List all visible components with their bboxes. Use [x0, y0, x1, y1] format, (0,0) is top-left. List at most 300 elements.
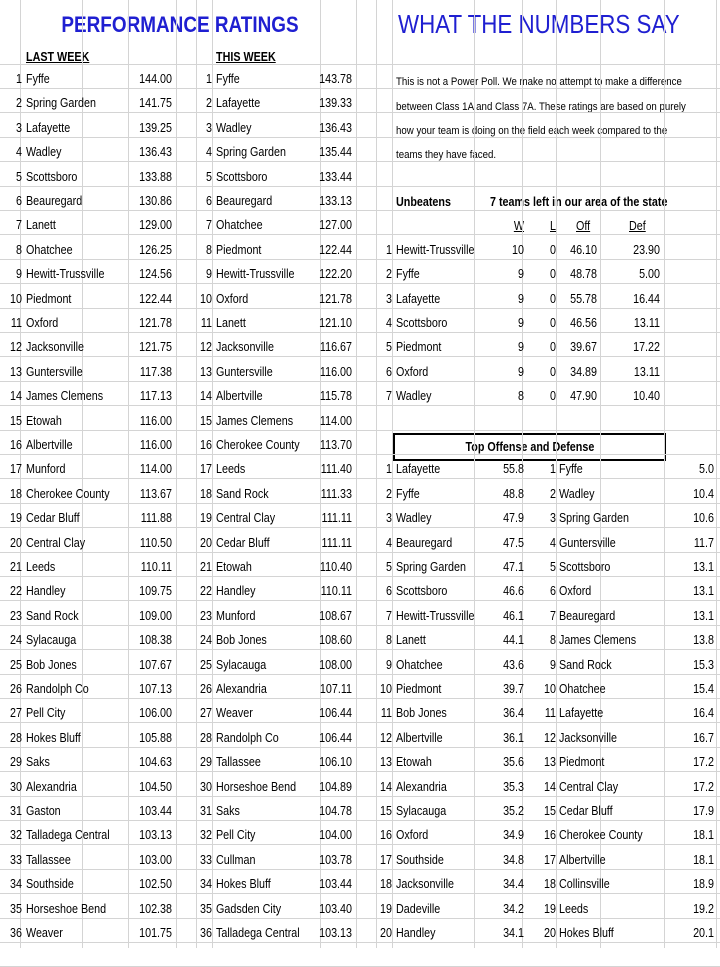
last-week-team: Guntersville	[26, 364, 83, 379]
last-week-rating: 144.00	[139, 72, 172, 86]
last-week-team: Cherokee County	[26, 486, 110, 501]
top-offense-team: Piedmont	[396, 682, 442, 696]
top-offense-rank: 1	[386, 462, 392, 477]
this-week-rating: 122.44	[319, 242, 352, 257]
this-week-rating: 111.40	[320, 462, 352, 477]
last-week-rank: 36	[10, 926, 22, 940]
this-week-rating: 143.78	[319, 72, 352, 86]
this-week-rank: 32	[200, 828, 212, 843]
grid-row-line	[0, 625, 720, 626]
this-week-rank: 4	[206, 145, 212, 160]
this-week-team: Fyffe	[216, 72, 240, 86]
unbeaten-rank: 6	[386, 364, 392, 379]
this-week-rank: 15	[200, 413, 212, 428]
last-week-rank: 33	[10, 852, 22, 867]
top-offense-team: Alexandria	[396, 779, 447, 794]
top-defense-rank: 13	[544, 755, 556, 770]
top-defense-rank: 10	[544, 682, 556, 696]
last-week-rank: 12	[10, 340, 22, 355]
top-offense-value: 34.9	[503, 828, 524, 843]
top-defense-rank: 18	[544, 877, 556, 892]
unbeaten-losses: 0	[550, 267, 556, 282]
last-week-rating: 122.44	[139, 291, 172, 306]
last-week-rating: 103.44	[139, 804, 172, 818]
this-week-rating: 104.00	[319, 828, 352, 843]
last-week-team: Cedar Bluff	[26, 511, 80, 526]
grid-row-line	[0, 869, 720, 870]
top-offense-team: Dadeville	[396, 901, 441, 916]
this-week-rank: 16	[200, 438, 212, 452]
last-week-rating: 110.50	[139, 535, 172, 550]
this-week-rank: 5	[206, 169, 212, 184]
top-offense-team: Spring Garden	[396, 560, 466, 574]
last-week-rank: 10	[10, 291, 22, 306]
this-week-rank: 2	[206, 96, 212, 111]
this-week-team: Guntersville	[216, 364, 273, 379]
this-week-rank: 18	[200, 486, 212, 501]
this-week-team: Scottsboro	[216, 169, 268, 184]
last-week-team: Ohatchee	[26, 242, 73, 257]
last-week-rating: 101.75	[139, 926, 172, 940]
top-offense-value: 43.6	[503, 657, 524, 672]
last-week-rating: 136.43	[139, 145, 172, 160]
unbeaten-offense: 47.90	[570, 389, 597, 404]
this-week-rank: 14	[200, 389, 212, 404]
top-defense-value: 18.9	[693, 877, 714, 892]
top-offense-team: Beauregard	[396, 535, 453, 550]
top-offense-team: Lanett	[396, 633, 426, 648]
top-offense-team: Ohatchee	[396, 657, 443, 672]
unbeaten-wins: 9	[518, 316, 524, 330]
top-defense-team: Collinsville	[559, 877, 610, 892]
last-week-rank: 21	[10, 560, 22, 574]
grid-row-line	[0, 234, 720, 235]
grid-column-line	[664, 0, 665, 948]
this-week-rating: 121.10	[319, 316, 352, 330]
last-week-team: Piedmont	[26, 291, 72, 306]
top-defense-rank: 17	[544, 852, 556, 867]
last-week-rating: 124.56	[139, 267, 172, 282]
this-week-team: Hewitt-Trussville	[216, 267, 295, 282]
last-week-team: Handley	[26, 584, 66, 599]
last-week-team: Lafayette	[26, 120, 71, 135]
grid-row-line	[0, 600, 720, 601]
last-week-rank: 4	[16, 145, 22, 160]
this-week-team: Hokes Bluff	[216, 877, 271, 892]
top-defense-rank: 9	[550, 657, 556, 672]
this-week-team: Alexandria	[216, 682, 267, 696]
last-week-rating: 130.86	[139, 194, 172, 208]
grid-row-line	[0, 186, 720, 187]
last-week-header: LAST WEEK	[26, 50, 90, 64]
this-week-rating: 108.00	[319, 657, 352, 672]
this-week-rank: 23	[200, 608, 212, 623]
this-week-rating: 116.67	[319, 340, 352, 355]
top-defense-rank: 16	[544, 828, 556, 843]
last-week-rating: 117.38	[139, 364, 172, 379]
this-week-rank: 9	[206, 267, 212, 282]
this-week-rating: 103.40	[319, 901, 352, 916]
last-week-team: Beauregard	[26, 194, 83, 208]
top-offense-team: Etowah	[396, 755, 432, 770]
grid-row-line	[0, 503, 720, 504]
this-week-rank: 3	[206, 120, 212, 135]
grid-column-line	[212, 0, 213, 948]
this-week-rank: 8	[206, 242, 212, 257]
unbeatens-note: 7 teams left in our area of the state	[490, 195, 668, 209]
top-offense-value: 35.6	[503, 755, 524, 770]
last-week-rating: 139.25	[139, 120, 172, 135]
top-offense-rank: 18	[380, 877, 392, 892]
unbeaten-offense: 46.10	[570, 242, 597, 257]
this-week-rating: 106.44	[319, 706, 352, 721]
last-week-rank: 31	[10, 804, 22, 818]
this-week-rank: 11	[200, 316, 212, 330]
top-offense-team: Albertville	[396, 730, 443, 745]
this-week-rating: 111.11	[321, 511, 352, 526]
last-week-team: Weaver	[26, 926, 63, 940]
this-week-rating: 106.10	[319, 755, 352, 770]
last-week-rank: 22	[10, 584, 22, 599]
top-defense-value: 17.2	[693, 779, 714, 794]
last-week-team: Lanett	[26, 218, 56, 233]
top-defense-team: James Clemens	[559, 633, 637, 648]
last-week-rating: 103.00	[139, 852, 172, 867]
grid-column-line	[82, 0, 83, 948]
unbeaten-defense: 17.22	[633, 340, 660, 355]
this-week-rank: 35	[200, 901, 212, 916]
grid-row-line	[0, 308, 720, 309]
this-week-rank: 13	[200, 364, 212, 379]
this-week-team: Lafayette	[216, 96, 261, 111]
last-week-rank: 24	[10, 633, 22, 648]
top-offense-team: Scottsboro	[396, 584, 448, 599]
last-week-rating: 102.50	[139, 877, 172, 892]
last-week-rating: 104.50	[139, 779, 172, 794]
top-defense-rank: 5	[550, 560, 556, 574]
top-offense-value: 34.2	[503, 901, 524, 916]
grid-row-line	[0, 796, 720, 797]
last-week-team: Albertville	[26, 438, 73, 452]
this-week-rating: 104.78	[319, 804, 352, 818]
this-week-rank: 27	[200, 706, 212, 721]
unbeaten-team: Fyffe	[396, 267, 420, 282]
this-week-team: Weaver	[216, 706, 253, 721]
grid-row-line	[0, 820, 720, 821]
last-week-rank: 17	[10, 462, 22, 477]
this-week-rating: 108.60	[319, 633, 352, 648]
note-line-2: between Class 1A and Class 7A. These ratings are based on purely	[396, 101, 686, 113]
grid-row-line	[0, 918, 720, 919]
top-defense-rank: 19	[544, 901, 556, 916]
unbeatens-label: Unbeatens	[396, 195, 451, 209]
this-week-rank: 19	[200, 511, 212, 526]
this-week-rating: 111.11	[321, 535, 352, 550]
top-defense-value: 10.4	[693, 486, 714, 501]
top-offense-rank: 2	[386, 486, 392, 501]
unbeaten-team: Hewitt-Trussville	[396, 242, 475, 257]
unbeaten-losses: 0	[550, 242, 556, 257]
last-week-team: Randolph Co	[26, 682, 89, 696]
this-week-rank: 28	[200, 730, 212, 745]
unbeaten-header-def: Def	[629, 219, 646, 233]
this-week-rating: 139.33	[319, 96, 352, 111]
last-week-rank: 16	[10, 438, 22, 452]
last-week-team: Etowah	[26, 413, 62, 428]
grid-row-line	[0, 478, 720, 479]
top-offense-rank: 14	[380, 779, 392, 794]
this-week-team: Munford	[216, 608, 256, 623]
grid-row-line	[0, 844, 720, 845]
this-week-team: James Clemens	[216, 413, 294, 428]
note-line-3: how your team is doing on the field each week compared to the	[396, 125, 668, 137]
unbeaten-wins: 9	[518, 267, 524, 282]
last-week-rank: 32	[10, 828, 22, 843]
last-week-team: Sand Rock	[26, 608, 79, 623]
last-week-rating: 114.00	[139, 462, 172, 477]
top-defense-rank: 20	[544, 926, 556, 940]
this-week-team: Etowah	[216, 560, 252, 574]
last-week-rank: 1	[16, 72, 22, 86]
note-line-4: teams they have faced.	[396, 149, 497, 161]
this-week-rank: 1	[206, 72, 212, 86]
this-week-rating: 133.44	[319, 169, 352, 184]
top-defense-rank: 3	[550, 511, 556, 526]
last-week-team: Wadley	[26, 145, 62, 160]
this-week-team: Cullman	[216, 852, 256, 867]
last-week-rating: 108.38	[139, 633, 172, 648]
this-week-rating: 116.00	[319, 364, 352, 379]
top-defense-team: Leeds	[559, 901, 589, 916]
last-week-rank: 11	[10, 316, 22, 330]
last-week-rating: 110.11	[140, 560, 172, 574]
top-offense-rank: 11	[380, 706, 392, 721]
this-week-rating: 110.11	[320, 584, 352, 599]
top-offense-rank: 7	[386, 608, 392, 623]
top-offense-rank: 4	[386, 535, 392, 550]
top-offense-rank: 17	[380, 852, 392, 867]
last-week-rank: 19	[10, 511, 22, 526]
last-week-rank: 14	[10, 389, 22, 404]
this-week-rank: 6	[206, 194, 212, 208]
grid-row-line	[0, 283, 720, 284]
unbeaten-offense: 48.78	[570, 267, 597, 282]
top-defense-value: 13.1	[693, 584, 714, 599]
last-week-team: Horseshoe Bend	[26, 901, 107, 916]
grid-row-line	[0, 430, 720, 431]
this-week-rank: 20	[200, 535, 212, 550]
this-week-team: Handley	[216, 584, 256, 599]
top-defense-rank: 8	[550, 633, 556, 648]
last-week-team: Oxford	[26, 316, 59, 330]
this-week-rating: 103.44	[319, 877, 352, 892]
note-line-1: This is not a Power Poll. We make no attempt to make a difference	[396, 76, 682, 88]
grid-row-line	[0, 88, 720, 89]
top-offense-rank: 6	[386, 584, 392, 599]
top-defense-value: 19.2	[693, 901, 714, 916]
last-week-rank: 29	[10, 755, 22, 770]
top-offense-value: 34.1	[503, 926, 524, 940]
grid-row-line	[0, 161, 720, 162]
last-week-rank: 28	[10, 730, 22, 745]
this-week-team: Albertville	[216, 389, 263, 404]
top-defense-team: Hokes Bluff	[559, 926, 614, 940]
grid-row-line	[0, 747, 720, 748]
this-week-rating: 133.13	[319, 194, 352, 208]
last-week-rating: 121.75	[139, 340, 172, 355]
top-defense-team: Central Clay	[559, 779, 619, 794]
grid-row-line	[0, 527, 720, 528]
top-defense-value: 5.0	[699, 462, 714, 477]
top-offense-team: Wadley	[396, 511, 432, 526]
last-week-team: Alexandria	[26, 779, 77, 794]
this-week-rank: 36	[200, 926, 212, 940]
top-defense-rank: 2	[550, 486, 556, 501]
grid-row-line	[0, 356, 720, 357]
this-week-team: Bob Jones	[216, 633, 267, 648]
top-offense-rank: 15	[380, 804, 392, 818]
top-defense-value: 15.4	[693, 682, 714, 696]
top-offense-rank: 3	[386, 511, 392, 526]
top-offense-value: 34.4	[503, 877, 524, 892]
top-offense-value: 36.1	[503, 730, 524, 745]
unbeaten-rank: 1	[386, 242, 392, 257]
unbeaten-team: Wadley	[396, 389, 432, 404]
last-week-team: Central Clay	[26, 535, 86, 550]
last-week-rank: 3	[16, 120, 22, 135]
last-week-rank: 25	[10, 657, 22, 672]
top-defense-value: 13.1	[693, 608, 714, 623]
top-offense-value: 44.1	[503, 633, 524, 648]
grid-column-line	[392, 0, 393, 948]
top-defense-team: Albertville	[559, 852, 606, 867]
last-week-rating: 107.13	[139, 682, 172, 696]
grid-column-line	[474, 0, 475, 948]
this-week-team: Sand Rock	[216, 486, 269, 501]
last-week-rating: 121.78	[139, 316, 172, 330]
this-week-rating: 110.40	[319, 560, 352, 574]
this-week-team: Beauregard	[216, 194, 273, 208]
top-defense-team: Piedmont	[559, 755, 605, 770]
unbeaten-header-l: L	[550, 219, 556, 233]
top-offense-value: 34.8	[503, 852, 524, 867]
last-week-team: Southside	[26, 877, 74, 892]
this-week-rank: 22	[200, 584, 212, 599]
unbeaten-losses: 0	[550, 389, 556, 404]
this-week-header: THIS WEEK	[216, 50, 276, 64]
last-week-team: Bob Jones	[26, 657, 77, 672]
unbeaten-header-off: Off	[576, 219, 591, 233]
unbeaten-rank: 3	[386, 291, 392, 306]
this-week-rating: 113.70	[319, 438, 352, 452]
this-week-team: Horseshoe Bend	[216, 779, 297, 794]
last-week-rank: 20	[10, 535, 22, 550]
top-offense-rank: 8	[386, 633, 392, 648]
last-week-rating: 105.88	[139, 730, 172, 745]
top-offense-value: 46.6	[503, 584, 524, 599]
top-defense-value: 11.7	[693, 535, 714, 550]
top-offense-value: 46.1	[503, 608, 524, 623]
grid-column-line	[556, 0, 557, 948]
last-week-team: Fyffe	[26, 72, 50, 86]
top-offense-value: 48.8	[503, 486, 524, 501]
this-week-team: Piedmont	[216, 242, 262, 257]
top-offense-value: 47.1	[503, 560, 524, 574]
this-week-rank: 34	[200, 877, 212, 892]
performance-ratings-title: PERFORMANCE RATINGS	[61, 12, 299, 37]
last-week-team: Sylacauga	[26, 633, 77, 648]
top-defense-team: Ohatchee	[559, 682, 606, 696]
grid-column-line	[716, 0, 717, 948]
grid-row-line	[0, 137, 720, 138]
top-defense-team: Sand Rock	[559, 657, 612, 672]
top-defense-value: 10.6	[693, 511, 714, 526]
unbeaten-defense: 16.44	[633, 291, 660, 306]
top-offense-team: Fyffe	[396, 486, 420, 501]
top-defense-rank: 14	[544, 779, 556, 794]
top-offense-rank: 10	[380, 682, 392, 696]
unbeaten-losses: 0	[550, 291, 556, 306]
grid-row-line	[0, 649, 720, 650]
grid-row-line	[0, 64, 720, 65]
last-week-team: Saks	[26, 755, 50, 770]
grid-row-line	[0, 674, 720, 675]
unbeaten-offense: 34.89	[570, 364, 597, 379]
this-week-team: Sylacauga	[216, 657, 267, 672]
last-week-rank: 2	[16, 96, 22, 111]
this-week-rank: 17	[200, 462, 212, 477]
unbeaten-team: Oxford	[396, 364, 429, 379]
unbeaten-offense: 55.78	[570, 291, 597, 306]
last-week-rank: 15	[10, 413, 22, 428]
last-week-team: Gaston	[26, 804, 61, 818]
this-week-rating: 104.89	[319, 779, 352, 794]
top-defense-value: 16.7	[693, 730, 714, 745]
this-week-rank: 30	[200, 779, 212, 794]
this-week-rating: 135.44	[319, 145, 352, 160]
top-defense-value: 15.3	[693, 657, 714, 672]
last-week-rating: 107.67	[139, 657, 172, 672]
this-week-rank: 21	[200, 560, 212, 574]
top-offense-rank: 13	[380, 755, 392, 770]
this-week-team: Lanett	[216, 316, 246, 330]
last-week-team: Hokes Bluff	[26, 730, 81, 745]
unbeaten-rank: 4	[386, 316, 392, 330]
last-week-team: Jacksonville	[26, 340, 84, 355]
top-offense-team: Sylacauga	[396, 804, 447, 818]
unbeaten-rank: 5	[386, 340, 392, 355]
grid-row-line	[0, 552, 720, 553]
last-week-rating: 129.00	[139, 218, 172, 233]
top-defense-team: Spring Garden	[559, 511, 629, 526]
grid-row-line	[0, 771, 720, 772]
grid-row-line	[0, 942, 720, 943]
top-offense-defense-header: Top Offense and Defense	[393, 433, 666, 461]
grid-row-line	[0, 454, 720, 455]
top-defense-team: Cherokee County	[559, 828, 643, 843]
top-defense-value: 13.1	[693, 560, 714, 574]
top-defense-value: 20.1	[693, 926, 714, 940]
this-week-rank: 29	[200, 755, 212, 770]
what-the-numbers-say-title: WHAT THE NUMBERS SAY	[398, 9, 680, 39]
this-week-rating: 103.13	[319, 926, 352, 940]
top-defense-team: Wadley	[559, 486, 595, 501]
grid-column-line	[356, 0, 357, 948]
this-week-team: Ohatchee	[216, 218, 263, 233]
top-defense-rank: 4	[550, 535, 556, 550]
unbeaten-team: Scottsboro	[396, 316, 448, 330]
top-offense-rank: 16	[380, 828, 392, 843]
